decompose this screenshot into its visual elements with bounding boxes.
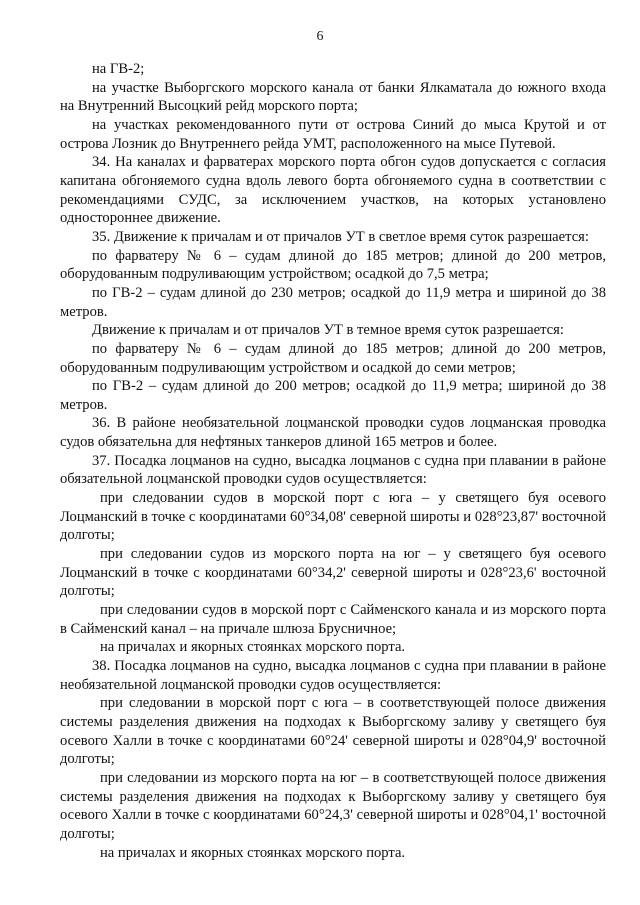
paragraph: 38. Посадка лоцманов на судно, высадка лоцманов с судна при плавании в районе необязательной лоцманской проводки судов осуществляется: [60,658,606,693]
paragraph: на причалах и якорных стоянках морского порта. [100,639,406,656]
paragraph: на участке Выборгского морского канала от банки Ялкаматала до южного входа на Внутренний Высоцкий рейд морского порта; [60,79,606,115]
paragraph: 35. Движение к причалам и от причалов УТ в светлое время суток разрешается: [92,228,589,245]
paragraph: при следовании судов в морской порт с юга – у светящего буя осевого Лоцманский в точке с координатами 60°34,08' северной широты и 028°23,87' восточной долготы; [60,490,606,544]
paragraph: 37. Посадка лоцманов на судно, высадка лоцманов с судна при плавании в районе обязательной лоцманской проводки судов осуществляется: [60,452,606,488]
paragraph: при следовании в морской порт с юга – в соответствующей полосе движения системы разделения движения на подходах к Выборгскому заливу у светящего буя осевого Халли в точке с координатами 60°24' северной широты и 028°04,9' восточной долготы; [60,695,606,768]
page-number: 6 [316,29,324,44]
paragraph: по фарватеру № 6 – судам длиной до 185 метров; длиной до 200 метров, оборудованным подруливающим устройством и осадкой до семи метров; [60,340,606,376]
paragraph: 36. В районе необязательной лоцманской проводки судов лоцманская проводка судов обязательна для нефтяных танкеров длиной 165 метров и более. [60,415,606,451]
body-text [60,60,606,862]
paragraph: при следовании из морского порта на юг – в соответствующей полосе движения системы разделения движения на подходах к Выборгскому заливу у светящего буя осевого Халли в точке с координатами 60°24,3' северной широты и 028°04,1' восточной долготы; [60,769,606,842]
paragraph: при следовании судов в морской порт с Сайменского канала и из морского порта в Сайменский канал – на причале шлюза Брусничное; [60,602,606,637]
paragraph: по ГВ-2 – судам длиной до 230 метров; осадкой до 11,9 метра и шириной до 38 метров. [60,284,606,320]
paragraph: на ГВ-2; [92,61,145,77]
paragraph: по фарватеру № 6 – судам длиной до 185 метров; длиной до 200 метров, оборудованным подруливающим устройством; осадкой до 7,5 метра; [60,247,606,283]
paragraph: при следовании судов из морского порта на юг – у светящего буя осевого Лоцманский в точке с координатами 60°34,2' северной широты и 028°23,6' восточной долготы; [60,546,606,600]
paragraph: на причалах и якорных стоянках морского порта. [100,844,406,861]
paragraph: 34. На каналах и фарватерах морского порта обгон судов допускается с согласия капитана обгоняемого судна вдоль левого борта обгоняемого судна в соответствии с рекомендациями СУДС, за исключением участков, на которых установлено одностороннее движение. [60,154,606,227]
paragraph: по ГВ-2 – судам длиной до 200 метров; осадкой до 11,9 метра; шириной до 38 метров. [60,378,606,413]
paragraph: на участках рекомендованного пути от острова Синий до мыса Крутой и от острова Лозник до Внутреннего рейда УМТ, расположенного на мысе Путевой. [60,116,606,152]
paragraph: Движение к причалам и от причалов УТ в темное время суток разрешается: [92,322,564,339]
